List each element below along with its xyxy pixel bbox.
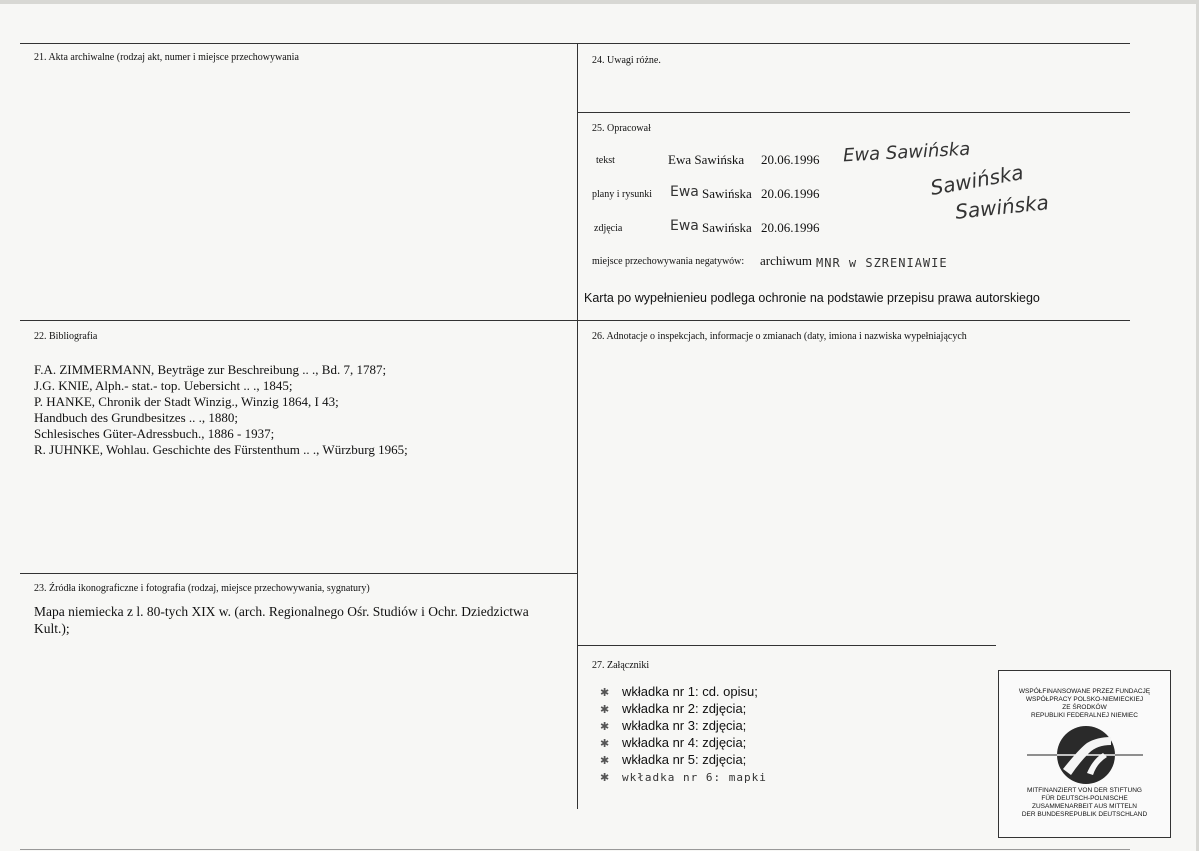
- asterisk-icon: ✱: [600, 738, 610, 750]
- asterisk-icon: ✱: [600, 772, 610, 784]
- copyright-notice: Karta po wypełnienieu podlega ochronie na podstawie przepisu prawa autorskiego: [584, 291, 1040, 305]
- asterisk-icon: ✱: [600, 721, 610, 733]
- author-photos-handwritten: Ewa: [670, 218, 699, 234]
- attachment-handwritten: wkładka nr 6: mapki: [622, 771, 767, 784]
- bibliography-list: [34, 362, 408, 458]
- section-25-label: 25. Opracował: [592, 123, 651, 134]
- list-item: ✱ wkładka nr 1: cd. opisu;: [600, 684, 758, 699]
- section-23-label: 23. Źródła ikonograficzne i fotografia (rodzaj, miejsce przechowywania, sygnatury): [34, 583, 370, 594]
- bibliography-entry: R. JUHNKE, Wohlau. Geschichte des Fürstenthum .. ., Würzburg 1965;: [34, 442, 408, 457]
- negatives-label: miejsce przechowywania negatywów:: [592, 256, 745, 267]
- author-text-name: Ewa Sawińska: [668, 152, 745, 167]
- foundation-logo-icon: [1027, 723, 1143, 787]
- section-22-label: 22. Bibliografia: [34, 331, 98, 342]
- attachments-list: [600, 684, 767, 786]
- bibliography-entry: J.G. KNIE, Alph.- stat.- top. Uebersicht .. ., 1845;: [34, 378, 293, 393]
- author-plans-date: 20.06.1996: [761, 186, 820, 201]
- asterisk-icon: ✱: [600, 755, 610, 767]
- author-photos-name: Sawińska: [702, 220, 752, 235]
- list-item: [600, 769, 767, 786]
- section-26-label: 26. Adnotacje o inspekcjach, informacje o zmianach (daty, imiona i nazwiska wypełniających: [592, 331, 967, 342]
- rule-26-27: [578, 645, 996, 646]
- stamp-bottom-text: MITFINANZIERT VON DER STIFTUNG FÜR DEUTSCH-POLNISCHE ZUSAMMENARBEIT AUS MITTELN DER BUNDESREPUBLIK DEUTSCHLAND: [1021, 787, 1148, 818]
- section-23-text-line2: Kult.);: [34, 621, 70, 636]
- rule-24-25: [578, 112, 1130, 113]
- list-item: ✱ wkładka nr 3: zdjęcia;: [600, 718, 747, 733]
- author-plans-name: Sawińska: [702, 186, 752, 201]
- list-item: ✱ wkładka nr 4: zdjęcia;: [600, 735, 747, 750]
- asterisk-icon: ✱: [600, 704, 610, 716]
- role-text-label: tekst: [596, 155, 615, 166]
- page-edge-top: [0, 0, 1199, 4]
- stamp-top-text: WSPÓŁFINANSOWANE PRZEZ FUNDACJĘ WSPÓŁPRACY POLSKO-NIEMIECKIEJ ZE ŚRODKÓW REPUBLIKI FEDERALNEJ NIEMIEC: [1018, 688, 1151, 719]
- section-24-label: 24. Uwagi różne.: [592, 55, 661, 66]
- section-21-label: 21. Akta archiwalne (rodzaj akt, numer i miejsce przechowywania: [34, 52, 299, 63]
- role-photos-label: zdjęcia: [594, 223, 623, 234]
- author-plans-handwritten: Ewa: [670, 184, 699, 200]
- bibliography-entry: Schlesisches Güter-Adressbuch., 1886 - 1937;: [34, 426, 275, 441]
- bibliography-entry: F.A. ZIMMERMANN, Beyträge zur Beschreibung .. ., Bd. 7, 1787;: [34, 362, 387, 377]
- rule-22-23: [20, 573, 577, 574]
- bottom-rule: [20, 849, 1130, 850]
- top-rule: [20, 43, 1130, 44]
- section-23-text-line1: Mapa niemiecka z l. 80-tych XIX w. (arch. Regionalnego Ośr. Studiów i Ochr. Dziedzictwa: [34, 604, 529, 619]
- section-27-label: 27. Załączniki: [592, 660, 650, 671]
- bibliography-entry: P. HANKE, Chronik der Stadt Winzig., Winzig 1864, I 43;: [34, 394, 339, 409]
- signature-photos: Sawińska: [954, 190, 1050, 224]
- rule-middle: [20, 320, 1130, 321]
- author-photos-date: 20.06.1996: [761, 220, 820, 235]
- asterisk-icon: ✱: [600, 687, 610, 699]
- center-divider: [577, 43, 578, 809]
- bibliography-entry: Handbuch des Grundbesitzes .. ., 1880;: [34, 410, 238, 425]
- foundation-stamp: [998, 670, 1171, 838]
- role-plans-label: plany i rysunki: [592, 189, 652, 200]
- signature-plans: Sawińska: [928, 160, 1026, 200]
- negatives-value: archiwum: [760, 253, 812, 268]
- signature-text: Ewa Sawińska: [842, 138, 971, 167]
- list-item: ✱ wkładka nr 5: zdjęcia;: [600, 752, 747, 767]
- list-item: ✱ wkładka nr 2: zdjęcia;: [600, 701, 747, 716]
- negatives-handwritten: MNR w SZRENIAWIE: [816, 256, 948, 270]
- author-text-date: 20.06.1996: [761, 152, 820, 167]
